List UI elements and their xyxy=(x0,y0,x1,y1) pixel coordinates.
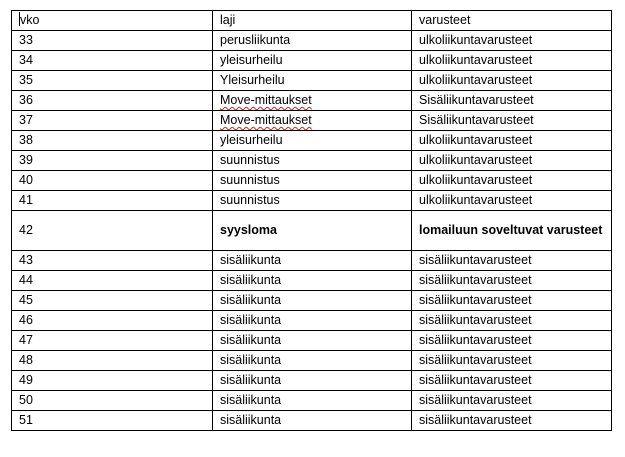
equipment-cell[interactable]: ulkoliikuntavarusteet xyxy=(412,151,612,171)
sport-cell[interactable]: sisäliikunta xyxy=(213,271,412,291)
sport-label: Move-mittaukset xyxy=(220,93,312,107)
equipment-cell[interactable]: sisäliikuntavarusteet xyxy=(412,331,612,351)
sport-cell[interactable]: suunnistus xyxy=(213,191,412,211)
sport-cell[interactable]: sisäliikunta xyxy=(213,391,412,411)
table-row xyxy=(12,211,612,251)
sport-cell[interactable] xyxy=(213,111,412,131)
equipment-cell[interactable]: sisäliikuntavarusteet xyxy=(412,291,612,311)
week-cell[interactable]: 40 xyxy=(12,171,213,191)
equipment-cell[interactable]: ulkoliikuntavarusteet xyxy=(412,171,612,191)
table-row xyxy=(12,171,612,191)
week-cell[interactable]: 46 xyxy=(12,311,213,331)
header-label-laji: laji xyxy=(220,13,236,27)
week-cell[interactable]: 45 xyxy=(12,291,213,311)
equipment-cell[interactable]: sisäliikuntavarusteet xyxy=(412,411,612,431)
table-row xyxy=(12,271,612,291)
week-cell[interactable]: 35 xyxy=(12,71,213,91)
equipment-cell[interactable]: ulkoliikuntavarusteet xyxy=(412,131,612,151)
equipment-cell[interactable]: Sisäliikuntavarusteet xyxy=(412,111,612,131)
equipment-cell[interactable]: Sisäliikuntavarusteet xyxy=(412,91,612,111)
week-cell[interactable]: 50 xyxy=(12,391,213,411)
equipment-cell[interactable]: sisäliikuntavarusteet xyxy=(412,311,612,331)
equipment-cell[interactable]: sisäliikuntavarusteet xyxy=(412,391,612,411)
week-cell[interactable]: 42 xyxy=(12,211,213,251)
table-row xyxy=(12,251,612,271)
header-label-varusteet: varusteet xyxy=(419,13,471,27)
sport-cell[interactable]: sisäliikunta xyxy=(213,411,412,431)
week-cell[interactable]: 48 xyxy=(12,351,213,371)
sport-cell[interactable]: yleisurheilu xyxy=(213,131,412,151)
equipment-cell[interactable]: lomailuun soveltuvat varusteet xyxy=(412,211,612,251)
table-row xyxy=(12,411,612,431)
equipment-cell[interactable]: ulkoliikuntavarusteet xyxy=(412,31,612,51)
equipment-cell[interactable]: ulkoliikuntavarusteet xyxy=(412,71,612,91)
week-cell[interactable]: 44 xyxy=(12,271,213,291)
week-cell[interactable]: 49 xyxy=(12,371,213,391)
sport-cell[interactable]: sisäliikunta xyxy=(213,331,412,351)
equipment-cell[interactable]: ulkoliikuntavarusteet xyxy=(412,51,612,71)
week-cell[interactable]: 41 xyxy=(12,191,213,211)
header-cell-laji[interactable] xyxy=(213,11,412,31)
week-cell[interactable]: 34 xyxy=(12,51,213,71)
week-cell[interactable]: 37 xyxy=(12,111,213,131)
sport-cell[interactable]: perusliikunta xyxy=(213,31,412,51)
equipment-cell[interactable]: sisäliikuntavarusteet xyxy=(412,251,612,271)
sport-cell[interactable]: suunnistus xyxy=(213,151,412,171)
sport-cell[interactable]: sisäliikunta xyxy=(213,351,412,371)
equipment-cell[interactable]: sisäliikuntavarusteet xyxy=(412,271,612,291)
equipment-cell[interactable]: sisäliikuntavarusteet xyxy=(412,371,612,391)
table-row xyxy=(12,31,612,51)
week-cell[interactable]: 47 xyxy=(12,331,213,351)
week-cell[interactable]: 33 xyxy=(12,31,213,51)
week-cell[interactable]: 38 xyxy=(12,131,213,151)
table-row xyxy=(12,111,612,131)
table-row xyxy=(12,311,612,331)
table-row xyxy=(12,391,612,411)
week-cell[interactable]: 39 xyxy=(12,151,213,171)
week-cell[interactable]: 43 xyxy=(12,251,213,271)
table-row xyxy=(12,371,612,391)
sport-cell[interactable]: Yleisurheilu xyxy=(213,71,412,91)
table-row xyxy=(12,291,612,311)
week-cell[interactable]: 51 xyxy=(12,411,213,431)
sport-cell[interactable]: sisäliikunta xyxy=(213,311,412,331)
sport-cell[interactable]: sisäliikunta xyxy=(213,371,412,391)
sport-cell[interactable]: yleisurheilu xyxy=(213,51,412,71)
table-row xyxy=(12,51,612,71)
sport-cell[interactable]: syysloma xyxy=(213,211,412,251)
table-row xyxy=(12,71,612,91)
sport-cell[interactable] xyxy=(213,91,412,111)
schedule-table xyxy=(11,10,612,431)
table-row xyxy=(12,351,612,371)
sport-cell[interactable]: sisäliikunta xyxy=(213,251,412,271)
sport-cell[interactable]: suunnistus xyxy=(213,171,412,191)
table-row xyxy=(12,91,612,111)
header-cell-vko[interactable] xyxy=(12,11,213,31)
week-cell[interactable]: 36 xyxy=(12,91,213,111)
sport-label: Move-mittaukset xyxy=(220,113,312,127)
sport-cell[interactable]: sisäliikunta xyxy=(213,291,412,311)
equipment-cell[interactable]: ulkoliikuntavarusteet xyxy=(412,191,612,211)
table-row xyxy=(12,131,612,151)
table-row xyxy=(12,191,612,211)
header-label-vko: vko xyxy=(20,13,40,27)
header-cell-varusteet[interactable] xyxy=(412,11,612,31)
header-row xyxy=(12,11,612,31)
table-row xyxy=(12,151,612,171)
equipment-cell[interactable]: sisäliikuntavarusteet xyxy=(412,351,612,371)
table-row xyxy=(12,331,612,351)
